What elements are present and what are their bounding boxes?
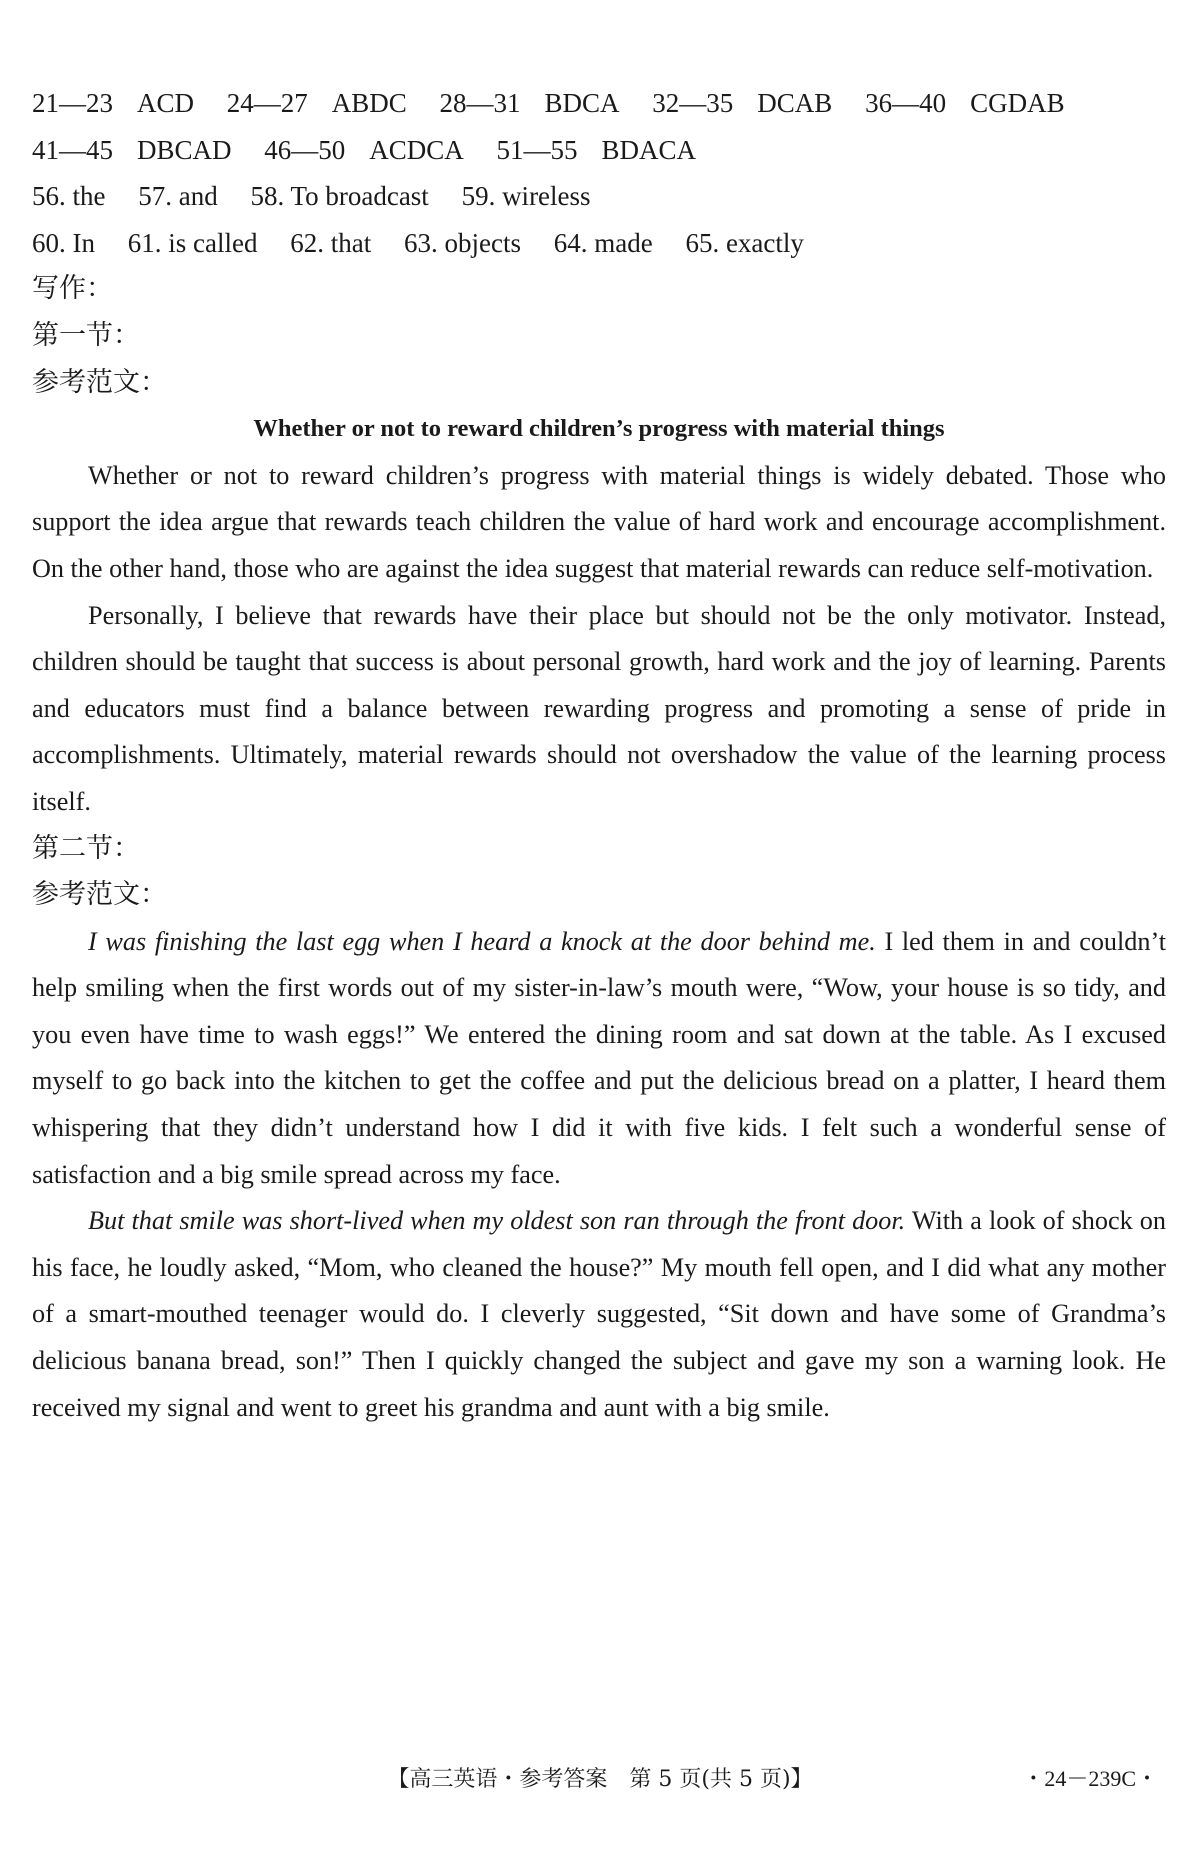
question-range: 28—31	[439, 88, 521, 118]
answer-group	[652, 88, 832, 118]
fill-answer: 62. that	[290, 227, 372, 258]
fill-answer: 64. made	[553, 227, 653, 258]
reference-essay-heading: 参考范文：	[32, 366, 167, 398]
answer-group	[865, 88, 1065, 118]
given-opening-sentence: But that smile was short-lived when my oldest son ran through the front door.	[88, 1206, 906, 1236]
answer-group	[497, 135, 697, 165]
fill-answer: 60. In	[32, 227, 95, 258]
section-two-heading: 第二节：	[32, 832, 140, 864]
answer-key: BDCA	[544, 88, 620, 118]
answer-row-3	[32, 173, 1166, 220]
answer-row-2	[32, 127, 1166, 174]
question-range: 51—55	[496, 134, 578, 165]
paragraph-body: I led them in and couldn’t help smiling when the first words out of my sister-in-law’s mouth were, “Wow, your house is so tidy, and you even have time to wash eggs!” We entered the dining room and sat down at the table. As I excused myself to go back into the kitchen to get the coffee and put the delicious bread on a platter, I heard them whispering that they didn’t understand how I did it with five kids. I felt such a wonderful sense of satisfaction and a big smile spread across my face.	[32, 926, 1166, 1189]
answer-group	[32, 135, 232, 165]
reference-essay-heading: 参考范文：	[32, 879, 167, 911]
answer-key: CGDAB	[970, 88, 1065, 118]
fill-answer: 56. the	[32, 181, 106, 212]
answer-key: BDACA	[601, 134, 697, 165]
fill-answer: 61. is called	[127, 227, 258, 258]
essay2-paragraph	[32, 1198, 1166, 1431]
essay1-paragraph: Personally, I believe that rewards have their place but should not be the only motivator. Instead, children should be taught that success is about personal growth, hard work and the joy of learning. Parents and educators must find a balance between rewarding progress and promoting a sense of pride in accomplishments. Ultimately, material rewards should not overshadow the value of the learning process itself.	[32, 600, 1166, 816]
answer-group	[264, 135, 464, 165]
fill-answer: 57. and	[138, 181, 218, 212]
answer-key: DBCAD	[137, 134, 232, 165]
answer-group	[227, 88, 407, 118]
section-one-heading: 第一节：	[32, 319, 140, 351]
answer-group	[32, 88, 194, 118]
answer-key: ABDC	[331, 88, 407, 118]
question-range: 32—35	[652, 88, 734, 118]
footer-code: ・24－239C・	[1022, 1766, 1158, 1791]
page-footer	[0, 1762, 1200, 1802]
footer-page-info: 【高三英语・参考答案 第 5 页(共 5 页)】	[387, 1767, 813, 1792]
fill-answer: 65. exactly	[685, 227, 804, 258]
essay1-paragraph: Whether or not to reward children’s progress with material things is widely debated. Those who support the idea argue that rewards teach children the value of hard work and encourage accomplishment. On the other hand, those who are against the idea suggest that material rewards can reduce self-motivation.	[32, 460, 1166, 583]
answer-row-4	[32, 220, 1166, 267]
answer-key: ACD	[137, 88, 195, 118]
answer-group	[440, 88, 620, 118]
fill-answer: 59. wireless	[461, 181, 591, 212]
essay2-paragraph	[32, 919, 1166, 1199]
answer-row-1	[32, 80, 1166, 127]
paragraph-body: With a look of shock on his face, he loudly asked, “Mom, who cleaned the house?” My mouth fell open, and I did what any mother of a smart-mouthed teenager would do. I cleverly suggested, “Sit down and have some of Grandma’s delicious banana bread, son!” Then I quickly changed the subject and gave my son a warning look. He received my signal and went to greet his grandma and aunt with a big smile.	[32, 1206, 1166, 1422]
question-range: 46—50	[264, 134, 346, 165]
question-range: 24—27	[226, 88, 308, 118]
essay-title: Whether or not to reward children’s progress with material things	[253, 415, 945, 443]
answer-key: DCAB	[757, 88, 833, 118]
question-range: 41—45	[32, 134, 113, 165]
given-opening-sentence: I was finishing the last egg when I heard a knock at the door behind me.	[88, 926, 876, 956]
answer-document	[32, 80, 1166, 1431]
answer-key: ACDCA	[369, 134, 464, 165]
fill-answer: 63. objects	[403, 227, 521, 258]
writing-heading: 写作：	[32, 273, 113, 305]
question-range: 21—23	[32, 88, 113, 118]
question-range: 36—40	[865, 88, 947, 118]
fill-answer: 58. To broadcast	[250, 181, 429, 212]
